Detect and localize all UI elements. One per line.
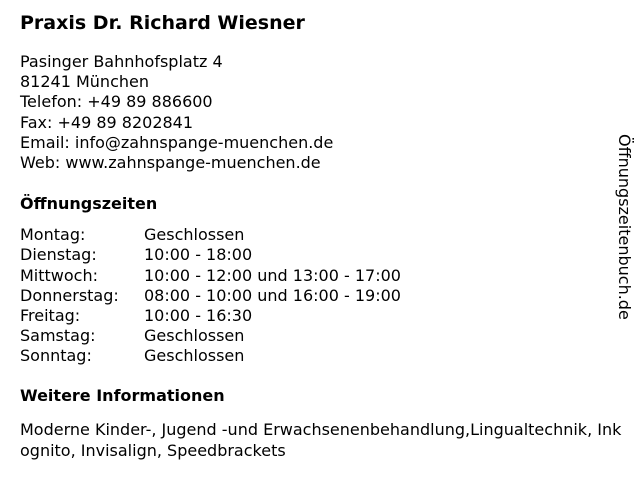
more-info-text: Moderne Kinder-, Jugend -und Erwachsenenbehandlung,Lingualtechnik, Inkognito, Invisalign, Speedbrackets bbox=[20, 419, 622, 460]
hours-time: Geschlossen bbox=[144, 225, 245, 245]
website-address: Web: www.zahnspange-muenchen.de bbox=[20, 153, 321, 173]
hours-row-tuesday bbox=[20, 245, 630, 265]
hours-day: Montag: bbox=[20, 225, 86, 245]
hours-time: Geschlossen bbox=[144, 346, 245, 366]
more-info-heading: Weitere Informationen bbox=[20, 385, 225, 405]
fax-number: Fax: +49 89 8202841 bbox=[20, 112, 194, 132]
hours-row-thursday bbox=[20, 286, 630, 306]
hours-day: Mittwoch: bbox=[20, 265, 98, 285]
practice-card bbox=[20, 10, 630, 461]
hours-time: 08:00 - 10:00 und 16:00 - 19:00 bbox=[144, 285, 401, 305]
hours-day: Samstag: bbox=[20, 326, 96, 346]
practice-name: Praxis Dr. Richard Wiesner bbox=[20, 12, 305, 34]
email-address: Email: info@zahnspange-muenchen.de bbox=[20, 132, 334, 152]
hours-row-saturday bbox=[20, 326, 630, 346]
hours-row-wednesday bbox=[20, 266, 630, 286]
hours-time: 10:00 - 16:30 bbox=[144, 306, 253, 326]
address-street: Pasinger Bahnhofsplatz 4 bbox=[20, 52, 223, 71]
hours-row-friday bbox=[20, 306, 630, 326]
hours-time: Geschlossen bbox=[144, 326, 245, 346]
hours-day: Freitag: bbox=[20, 306, 81, 326]
phone-number: Telefon: +49 89 886600 bbox=[20, 92, 213, 112]
opening-hours-table bbox=[20, 225, 630, 366]
hours-day: Sonntag: bbox=[20, 346, 92, 366]
opening-hours-heading: Öffnungszeiten bbox=[20, 194, 158, 214]
hours-row-sunday bbox=[20, 346, 630, 366]
hours-day: Donnerstag: bbox=[20, 285, 119, 305]
hours-day: Dienstag: bbox=[20, 245, 97, 265]
hours-row-monday bbox=[20, 225, 630, 245]
contact-block bbox=[20, 52, 630, 173]
watermark-label: Öffnungszeitenbuch.de bbox=[615, 134, 634, 320]
hours-time: 10:00 - 18:00 bbox=[144, 245, 253, 265]
hours-time: 10:00 - 12:00 und 13:00 - 17:00 bbox=[144, 265, 401, 285]
address-city: 81241 München bbox=[20, 72, 149, 92]
